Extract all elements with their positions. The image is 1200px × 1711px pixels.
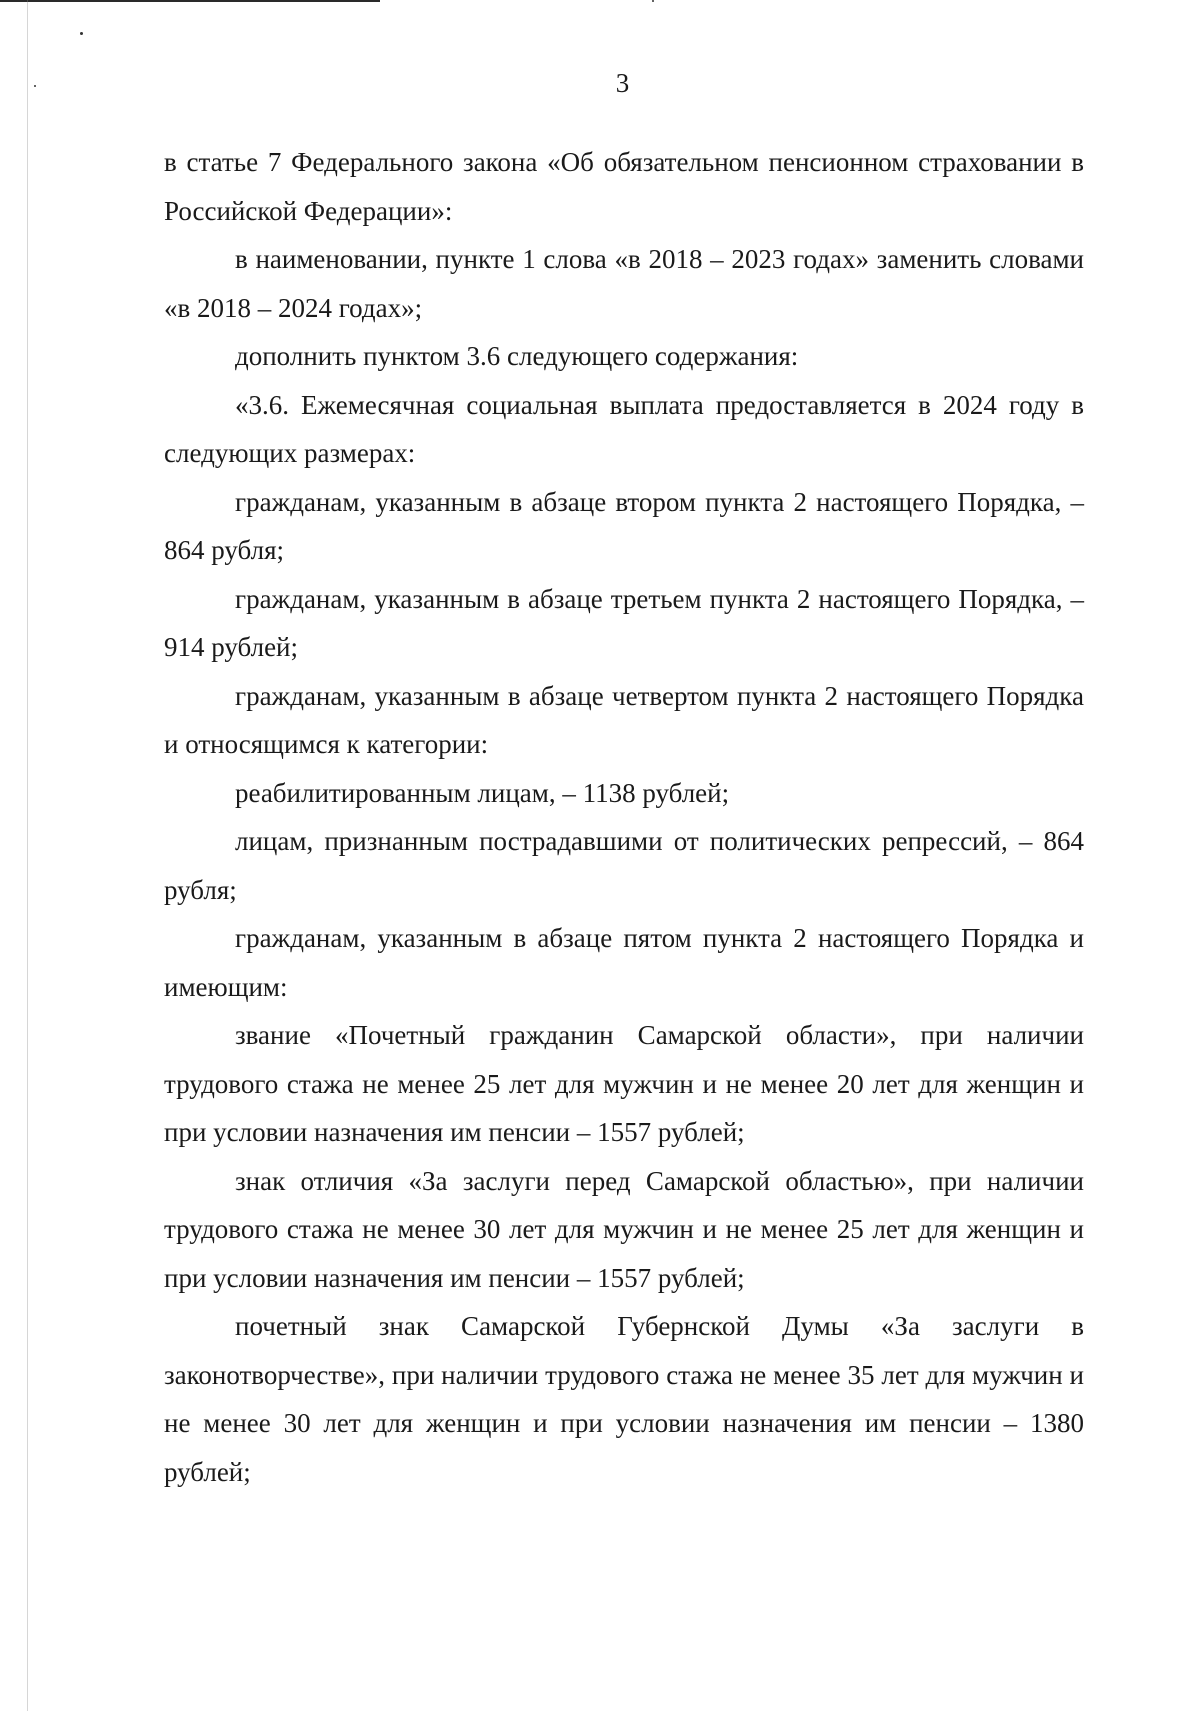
- scan-artifact-line: [0, 0, 380, 2]
- scan-artifact-edge: [27, 0, 28, 1711]
- scan-speck: [652, 0, 654, 2]
- paragraph: дополнить пунктом 3.6 следующего содержания:: [235, 341, 799, 371]
- paragraph: почетный знак Самарской Губернской Думы «За заслуги в законотворчестве», при наличии трудового стажа не менее 35 лет для мужчин и не менее 30 лет для женщин и при условии назначения им пенсии – 1380 рублей;: [164, 1311, 1084, 1487]
- paragraph: гражданам, указанным в абзаце втором пункта 2 настоящего Порядка, – 864 рубля;: [164, 486, 1084, 565]
- paragraph: знак отличия «За заслуги перед Самарской областью», при наличии трудового стажа не менее 30 лет для мужчин и не менее 25 лет для женщин и при условии назначения им пенсии – 1557 рублей;: [164, 1165, 1084, 1293]
- paragraph: гражданам, указанным в абзаце пятом пункта 2 настоящего Порядка и имеющим:: [164, 923, 1084, 1002]
- paragraph: в наименовании, пункте 1 слова «в 2018 – 2023 годах» заменить словами «в 2018 – 2024 годах»;: [164, 244, 1084, 323]
- page-number: 3: [615, 68, 630, 98]
- paragraph: звание «Почетный гражданин Самарской области», при наличии трудового стажа не менее 25 лет для мужчин и не менее 20 лет для женщин и при условии назначения им пенсии – 1557 рублей;: [164, 1020, 1084, 1147]
- paragraph: лицам, признанным пострадавшими от политических репрессий, – 864 рубля;: [164, 826, 1084, 905]
- paragraph: «3.6. Ежемесячная социальная выплата предоставляется в 2024 году в следующих размерах:: [164, 389, 1084, 468]
- document-body: [164, 138, 1084, 1496]
- paragraph: гражданам, указанным в абзаце четвертом пункта 2 настоящего Порядка и относящимся к категории:: [164, 680, 1084, 759]
- scan-speck: [80, 32, 83, 35]
- paragraph: гражданам, указанным в абзаце третьем пункта 2 настоящего Порядка, – 914 рублей;: [164, 583, 1084, 662]
- paragraph: реабилитированным лицам, – 1138 рублей;: [235, 777, 730, 808]
- paragraph: в статье 7 Федерального закона «Об обязательном пенсионном страховании в Российской Федерации»:: [164, 147, 1084, 226]
